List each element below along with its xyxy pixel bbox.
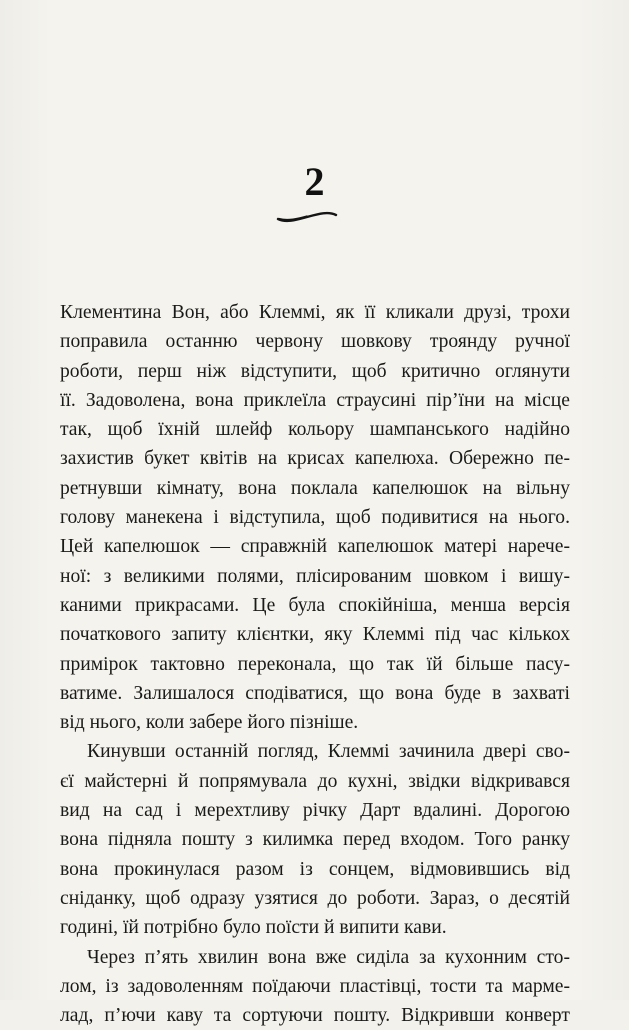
text-line: так, щоб їхній шлейф кольору шампанського надійно — [60, 419, 570, 441]
text-line: вона підняла пошту з килимка перед входом. Того ранку — [60, 829, 570, 851]
text-line: вона прокинулася разом із сонцем, відмовившись від — [60, 858, 570, 880]
text-line: сніданку, щоб одразу узятися до роботи. Зараз, о десятій — [60, 887, 570, 909]
text-line: Клементина Вон, або Клеммі, як її кликали друзі, трохи — [60, 302, 570, 323]
text-line: ватиме. Залишалося сподіватися, що вона буде в захваті — [60, 682, 570, 704]
text-line: захистив букет квітів на крисах капелюха. Обережно пе- — [60, 448, 570, 470]
paragraph-2 — [60, 737, 570, 942]
paragraph-1 — [60, 298, 570, 737]
flourish-icon — [276, 208, 338, 224]
text-line: лад, п’ючи каву та сортуючи пошту. Відкривши конверт — [60, 1005, 570, 1027]
body-text — [60, 298, 570, 1030]
text-line: ної: з великими полями, плісированим шовком і вишу- — [60, 565, 570, 587]
text-line: вид на сад і мерехтливу річку Дарт вдалині. Дорогою — [60, 800, 570, 822]
text-line: годині, їй потрібно було поїсти й випити кави. — [60, 917, 447, 939]
text-line: Кинувши останній погляд, Клеммі зачинила двері сво- — [87, 741, 570, 763]
chapter-number: 2 — [304, 159, 325, 204]
text-line: роботи, перш ніж відступити, щоб критично оглянути — [60, 360, 570, 382]
text-line: поправила останню червону шовкову троянду ручної — [60, 331, 570, 353]
text-line: єї майстерні й попрямувала до кухні, звідки відкривався — [60, 770, 570, 792]
text-line: примірок тактовно переконала, що так їй більше пасу- — [60, 653, 570, 675]
text-line: початкового запиту клієнтки, яку Клеммі під час кількох — [60, 624, 570, 646]
text-line: ретнувши кімнату, вона поклала капелюшок на вільну — [60, 477, 570, 499]
text-line: її. Задоволена, вона приклеїла страусині пір’їни на місце — [60, 389, 570, 411]
text-line: від нього, коли забере його пізніше. — [60, 712, 359, 734]
text-line: лом, із задоволенням поїдаючи пластівці, тости та марме- — [60, 975, 570, 997]
paragraph-3 — [60, 943, 570, 1030]
text-line: каними прикрасами. Це була спокійніша, менша версія — [60, 594, 570, 616]
text-line: голову манекена і відступила, щоб подивитися на нього. — [60, 507, 570, 529]
text-line: Цей капелюшок — справжній капелюшок матері нарече- — [60, 536, 570, 558]
text-line: Через п’ять хвилин вона вже сиділа за кухонним сто- — [87, 946, 570, 968]
